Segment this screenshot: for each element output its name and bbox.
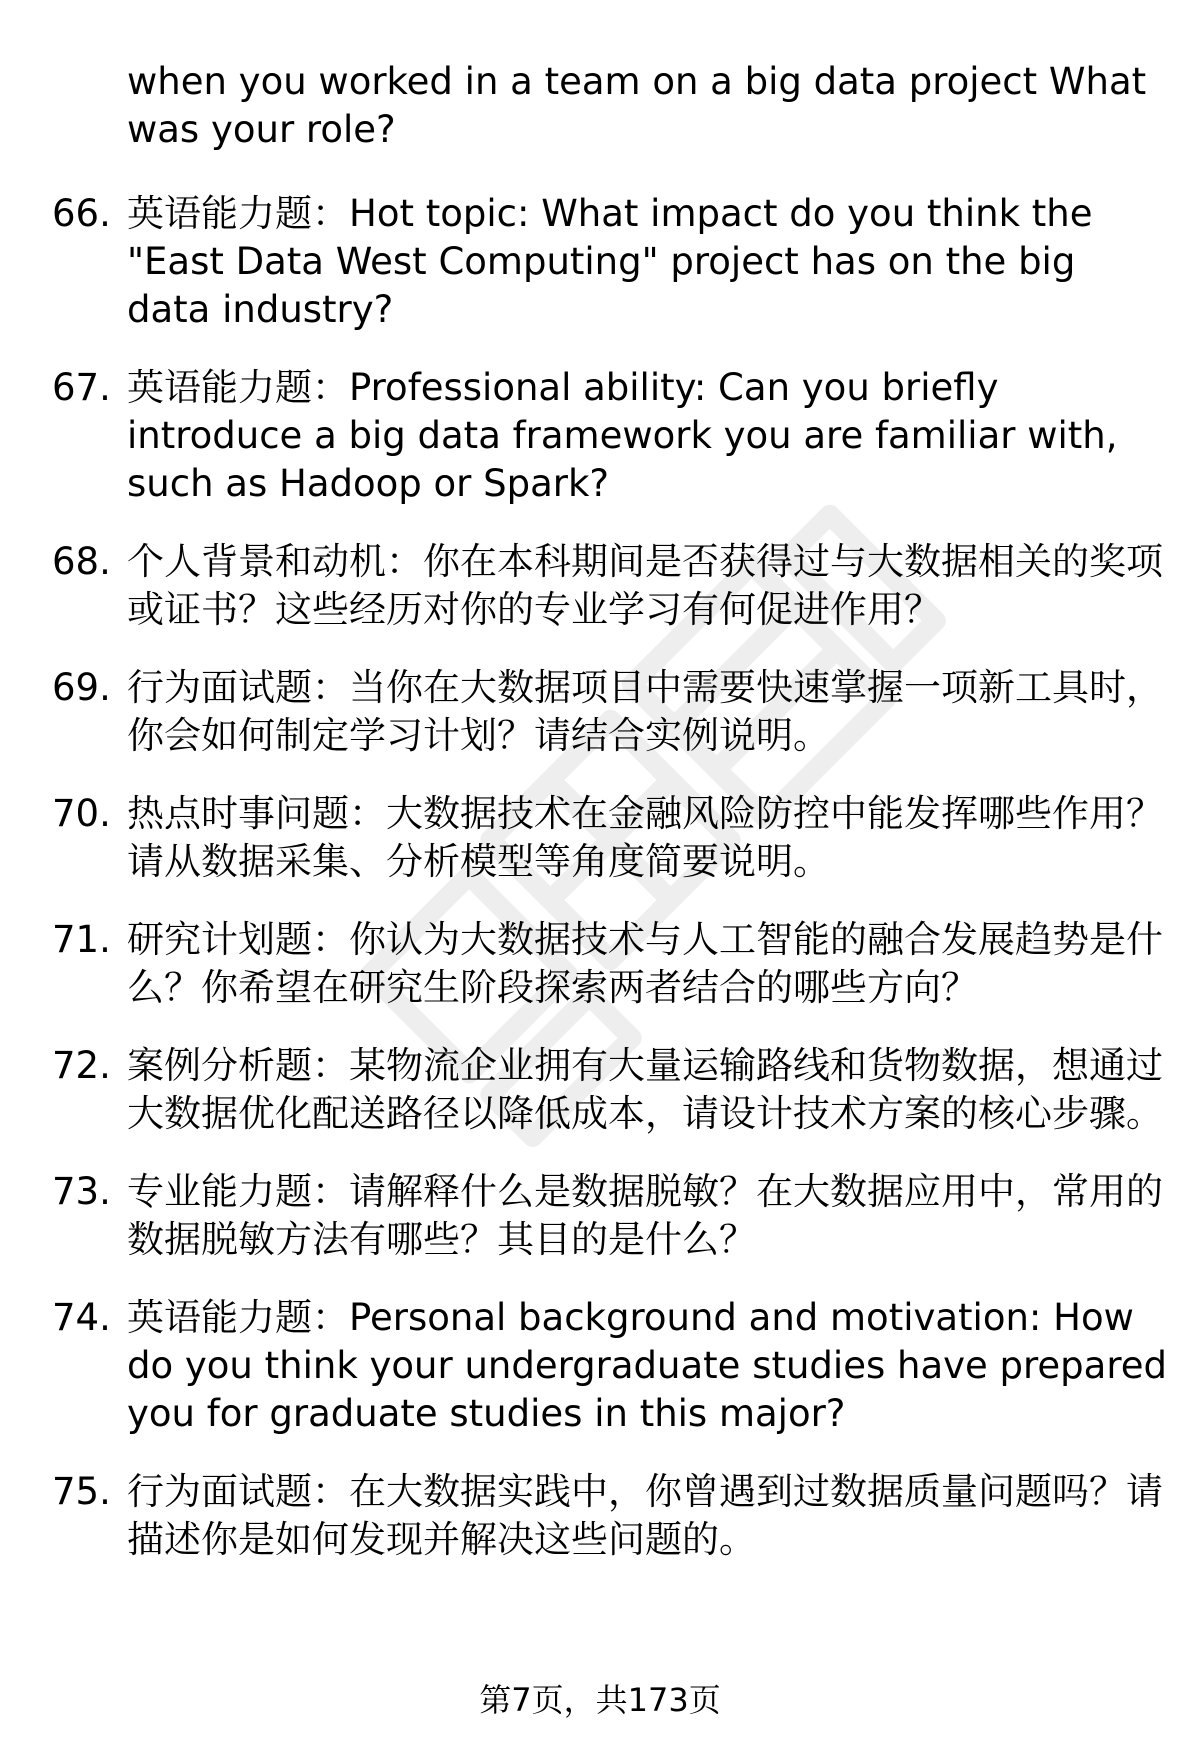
- question-item: [0, 1468, 1200, 1564]
- question-item: [0, 790, 1200, 886]
- question-text: 热点时事问题：大数据技术在金融风险防控中能发挥哪些作用？请从数据采集、分析模型等角度简要说明。: [127, 792, 1163, 883]
- question-text: 专业能力题：请解释什么是数据脱敏？在大数据应用中，常用的数据脱敏方法有哪些？其目的是什么？: [127, 1170, 1163, 1261]
- question-number: 69.: [52, 666, 111, 709]
- page-footer: 第7页，共173页: [479, 1681, 721, 1719]
- question-number: 71.: [52, 918, 111, 961]
- question-number: 74.: [52, 1296, 111, 1339]
- question-number: 67.: [52, 366, 111, 409]
- question-text: 英语能力题：Professional ability: Can you briefly introduce a big data framework you are familiar with, such as Hadoop or Spark?: [127, 366, 1118, 505]
- question-number: 68.: [52, 540, 111, 583]
- question-text: 英语能力题：Hot topic: What impact do you think the "East Data West Computing" project has on the big data industry?: [127, 192, 1093, 331]
- question-number: 70.: [52, 792, 111, 835]
- question-number: 75.: [52, 1470, 111, 1513]
- question-item: [0, 190, 1200, 334]
- question-number: 66.: [52, 192, 111, 235]
- continuation-text: when you worked in a team on a big data project What was your role?: [127, 60, 1147, 151]
- question-text: 行为面试题：在大数据实践中，你曾遇到过数据质量问题吗？请描述你是如何发现并解决这些问题的。: [127, 1470, 1163, 1561]
- question-text: 个人背景和动机：你在本科期间是否获得过与大数据相关的奖项或证书？这些经历对你的专业学习有何促进作用？: [127, 540, 1163, 631]
- question-list: [0, 190, 1200, 1594]
- question-item: [0, 1294, 1200, 1438]
- question-item: [0, 916, 1200, 1012]
- question-number: 73.: [52, 1170, 111, 1213]
- question-number: 72.: [52, 1044, 111, 1087]
- question-text: 案例分析题：某物流企业拥有大量运输路线和货物数据，想通过大数据优化配送路径以降低成本，请设计技术方案的核心步骤。: [127, 1044, 1163, 1135]
- question-item: [0, 538, 1200, 634]
- question-text: 行为面试题：当你在大数据项目中需要快速掌握一项新工具时，你会如何制定学习计划？请结合实例说明。: [127, 666, 1163, 757]
- question-item: [0, 364, 1200, 508]
- question-item: [0, 664, 1200, 760]
- question-item: [0, 1168, 1200, 1264]
- question-text: 英语能力题：Personal background and motivation: How do you think your undergraduate studies have prepared you for graduate studies in this major?: [127, 1296, 1167, 1435]
- question-text: 研究计划题：你认为大数据技术与人工智能的融合发展趋势是什么？你希望在研究生阶段探索两者结合的哪些方向？: [127, 918, 1163, 1009]
- question-item: [0, 1042, 1200, 1138]
